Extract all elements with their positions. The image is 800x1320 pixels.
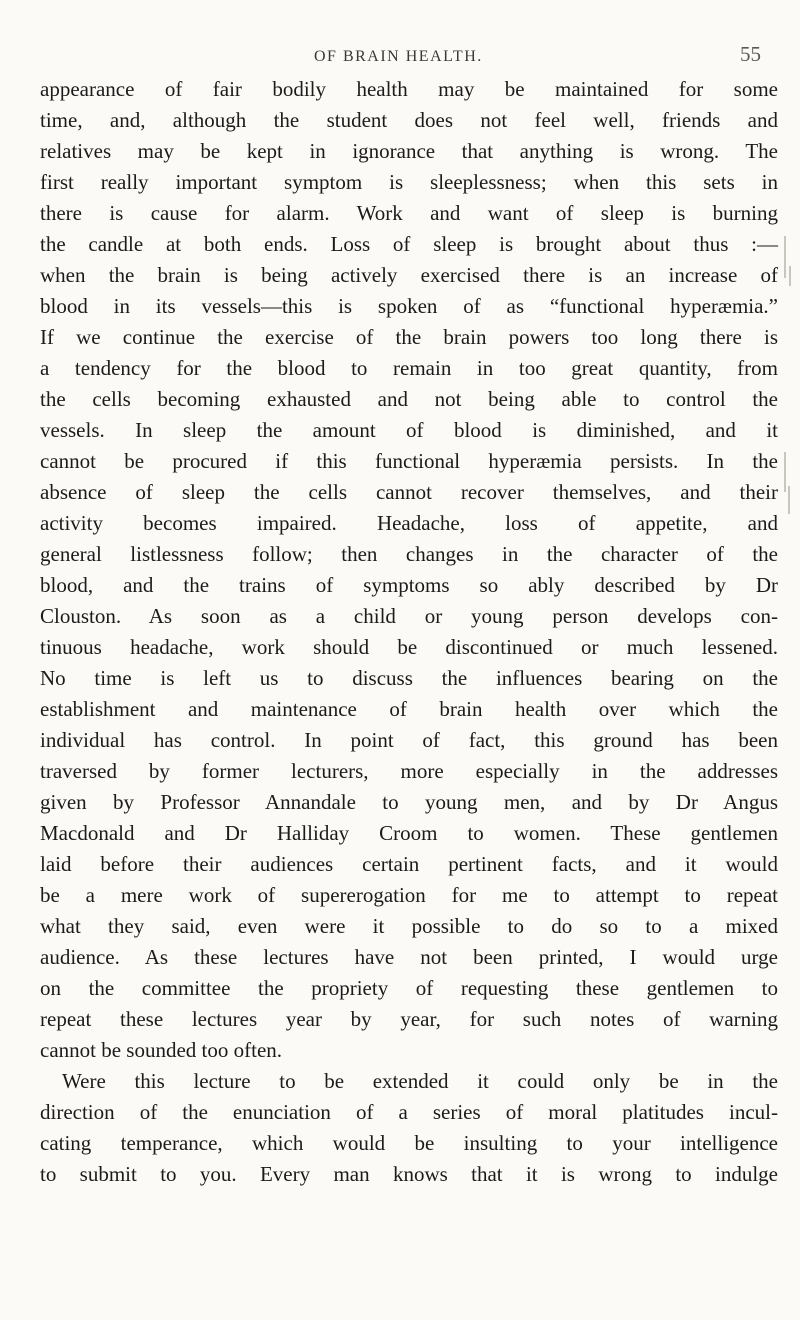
text-line: the candle at both ends. Loss of sleep is brought about thus :— xyxy=(40,232,778,256)
text-line: laid before their audiences certain pertinent facts, and it would xyxy=(40,852,778,876)
margin-mark xyxy=(784,236,786,278)
text-line: No time is left us to discuss the influences bearing on the xyxy=(40,666,778,690)
paragraph xyxy=(40,1066,778,1190)
text-line: what they said, even were it possible to do so to a mixed xyxy=(40,914,778,938)
text-line: blood, and the trains of symptoms so ably described by Dr xyxy=(40,573,778,597)
paragraph xyxy=(40,74,778,1066)
text-line: vessels. In sleep the amount of blood is diminished, and it xyxy=(40,418,778,442)
text-line: audience. As these lectures have not been printed, I would urge xyxy=(40,945,778,969)
text-line: be a mere work of supererogation for me to attempt to repeat xyxy=(40,883,778,907)
text-line: Were this lecture to be extended it could only be in the xyxy=(62,1069,778,1093)
text-line: absence of sleep the cells cannot recover themselves, and their xyxy=(40,480,778,504)
text-line: cannot be sounded too often. xyxy=(40,1038,283,1062)
page-number: 55 xyxy=(740,42,761,66)
text-line: blood in its vessels—this is spoken of as “functional hyperæmia.” xyxy=(40,294,778,318)
text-line: direction of the enunciation of a series of moral platitudes incul- xyxy=(40,1100,778,1124)
text-line: when the brain is being actively exercised there is an increase of xyxy=(40,263,778,287)
text-line: to submit to you. Every man knows that it is wrong to indulge xyxy=(40,1162,778,1186)
text-line: traversed by former lecturers, more especially in the addresses xyxy=(40,759,778,783)
text-line: repeat these lectures year by year, for such notes of warning xyxy=(40,1007,778,1031)
text-line: cannot be procured if this functional hyperæmia persists. In the xyxy=(40,449,778,473)
text-line: Clouston. As soon as a child or young person develops con- xyxy=(40,604,778,628)
text-line: activity becomes impaired. Headache, loss of appetite, and xyxy=(40,511,778,535)
text-line: tinuous headache, work should be discontinued or much lessened. xyxy=(40,635,778,659)
running-title: OF BRAIN HEALTH. xyxy=(314,48,483,65)
page-body xyxy=(40,74,778,1190)
margin-mark xyxy=(789,266,791,286)
text-line: a tendency for the blood to remain in too great quantity, from xyxy=(40,356,778,380)
text-line: If we continue the exercise of the brain powers too long there is xyxy=(40,325,778,349)
text-line: appearance of fair bodily health may be maintained for some xyxy=(40,77,778,101)
text-line: given by Professor Annandale to young men, and by Dr Angus xyxy=(40,790,778,814)
text-line: first really important symptom is sleeplessness; when this sets in xyxy=(40,170,778,194)
text-line: general listlessness follow; then changes in the character of the xyxy=(40,542,778,566)
text-line: on the committee the propriety of requesting these gentlemen to xyxy=(40,976,778,1000)
text-line: establishment and maintenance of brain health over which the xyxy=(40,697,778,721)
text-line: cating temperance, which would be insulting to your intelligence xyxy=(40,1131,778,1155)
text-line: relatives may be kept in ignorance that anything is wrong. The xyxy=(40,139,778,163)
margin-mark xyxy=(788,486,790,514)
text-line: time, and, although the student does not feel well, friends and xyxy=(40,108,778,132)
margin-mark xyxy=(784,452,786,492)
text-line: individual has control. In point of fact, this ground has been xyxy=(40,728,778,752)
text-line: there is cause for alarm. Work and want of sleep is burning xyxy=(40,201,778,225)
text-line: the cells becoming exhausted and not being able to control the xyxy=(40,387,778,411)
text-line: Macdonald and Dr Halliday Croom to women. These gentlemen xyxy=(40,821,778,845)
